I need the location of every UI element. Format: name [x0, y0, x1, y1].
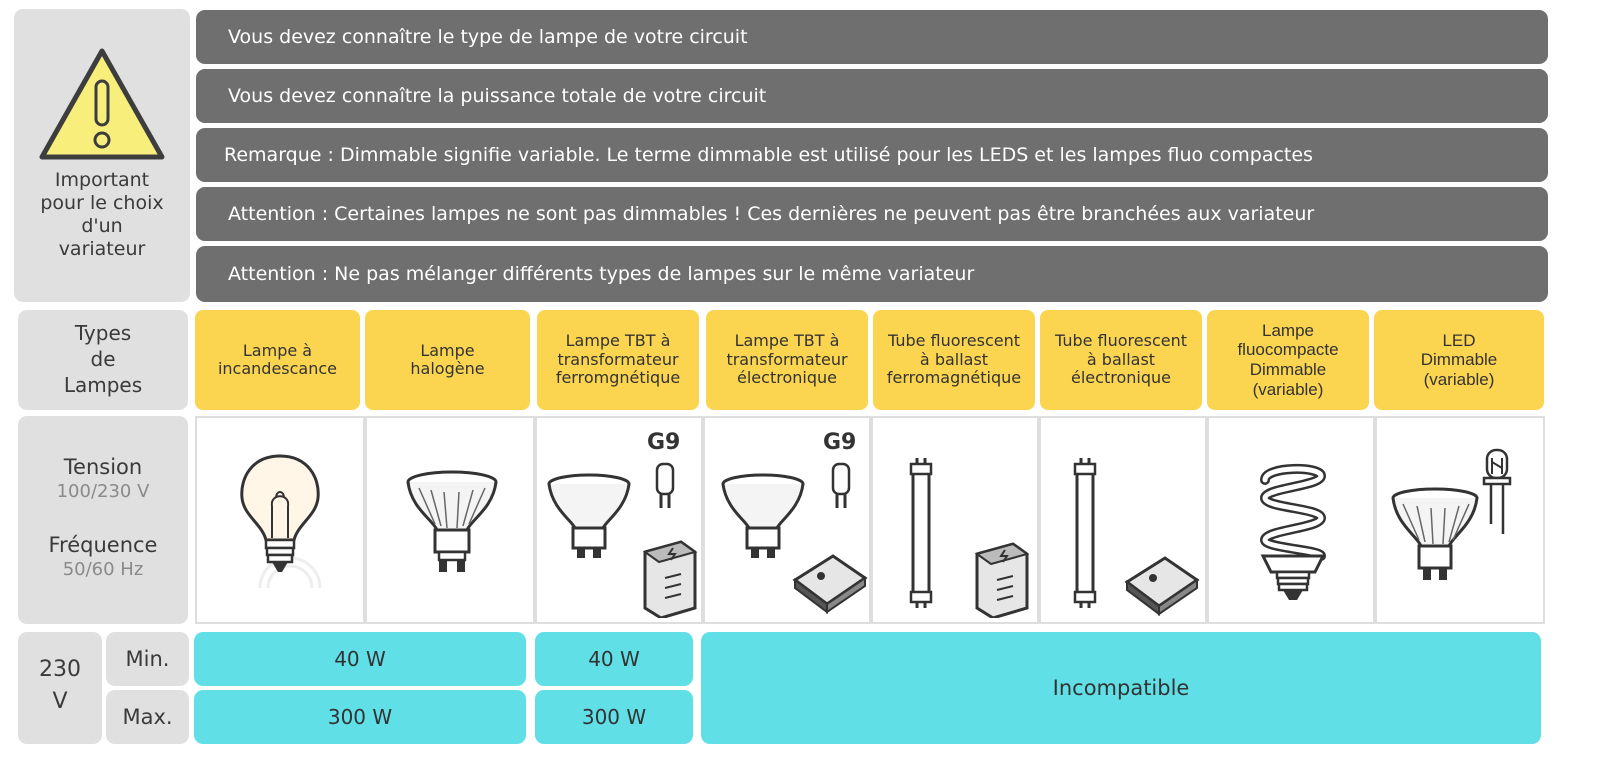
- max-label-cell: Max.: [106, 690, 189, 744]
- min-label-cell: Min.: [106, 632, 189, 686]
- voltage-label-cell: 230 V: [18, 632, 102, 744]
- halogen-g9-ferromagnetic-transformer-icon: [541, 428, 701, 618]
- lamp-type-halogen: Lampe halogène: [365, 310, 530, 410]
- lamp-type-cfl-dimmable: Lampe fluocompacte Dimmable (variable): [1207, 310, 1369, 410]
- incandescent-bulb-icon: [220, 448, 340, 598]
- important-notice-panel: [14, 9, 190, 302]
- fluorescent-tube-electronic-ballast-icon: [1045, 428, 1205, 618]
- icon-cell-tube-ferromagnetic: [871, 416, 1039, 624]
- notice-item-4: Attention : Certaines lampes ne sont pas dimmables ! Ces dernières ne peuvent pas être branchées aux variateur: [196, 187, 1548, 241]
- g9-label: G9: [647, 430, 681, 455]
- lamp-type-led-dimmable: LED Dimmable (variable): [1374, 310, 1544, 410]
- icon-cell-tube-electronic: [1039, 416, 1207, 624]
- notice-item-1: Vous devez connaître le type de lampe de votre circuit: [196, 10, 1548, 64]
- icon-cell-tbt-electronic: [703, 416, 871, 624]
- tension-value: 100/230 V: [56, 481, 150, 502]
- lamp-type-tbt-electronic: Lampe TBT à transformateur électronique: [706, 310, 868, 410]
- frequence-value: 50/60 Hz: [62, 559, 144, 580]
- important-heading: Important pour le choix d'un variateur: [40, 169, 164, 260]
- led-spot-icon: [1381, 428, 1541, 618]
- power-min-group1: 40 W: [194, 632, 526, 686]
- notice-item-2: Vous devez connaître la puissance totale de votre circuit: [196, 69, 1548, 123]
- power-min-group2: 40 W: [535, 632, 693, 686]
- power-max-group2: 300 W: [535, 690, 693, 744]
- icon-cell-led: [1375, 416, 1545, 624]
- halogen-spot-icon: [397, 468, 507, 588]
- icon-cell-tbt-ferromagnetic: [535, 416, 703, 624]
- notice-item-3: Remarque : Dimmable signifie variable. Le terme dimmable est utilisé pour les LEDS et les lampes fluo compactes: [196, 128, 1548, 182]
- notice-item-5: Attention : Ne pas mélanger différents types de lampes sur le même variateur: [196, 246, 1548, 302]
- power-max-group1: 300 W: [194, 690, 526, 744]
- compact-fluorescent-icon: [1243, 458, 1343, 608]
- icon-cell-cfl: [1207, 416, 1375, 624]
- lamp-type-tube-electronic: Tube fluorescent à ballast électronique: [1040, 310, 1202, 410]
- icon-cell-halogen: [365, 416, 535, 624]
- frequence-label: Fréquence: [48, 533, 158, 557]
- warning-triangle-icon: [37, 47, 167, 163]
- power-incompatible: Incompatible: [701, 632, 1541, 744]
- icon-cell-incandescent: [195, 416, 365, 624]
- tension-label: Tension: [63, 455, 143, 479]
- fluorescent-tube-ferromagnetic-ballast-icon: [877, 428, 1037, 618]
- halogen-g9-electronic-transformer-icon: [709, 428, 869, 618]
- types-label-cell: Types de Lampes: [18, 310, 188, 410]
- lamp-type-tbt-ferromagnetic: Lampe TBT à transformateur ferromgnétique: [537, 310, 699, 410]
- specs-label-cell: [18, 416, 188, 624]
- lamp-type-tube-ferromagnetic: Tube fluorescent à ballast ferromagnétique: [873, 310, 1035, 410]
- lamp-type-incandescent: Lampe à incandescance: [195, 310, 360, 410]
- g9-label-2: G9: [823, 430, 857, 455]
